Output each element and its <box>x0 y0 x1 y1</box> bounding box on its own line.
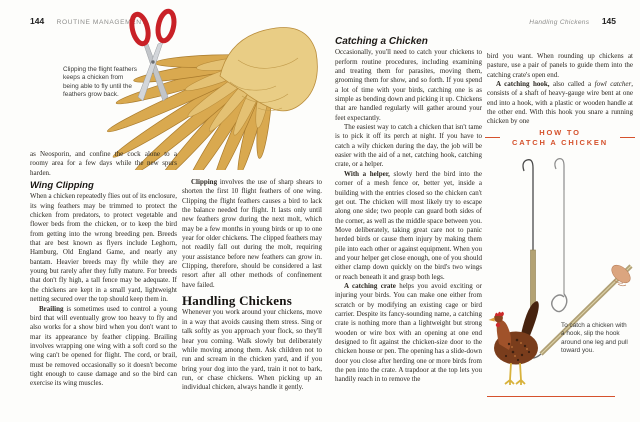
howto-heading <box>485 128 635 147</box>
paragraph-text: also called a <box>549 80 595 89</box>
howto-line2: CATCH A CHICKEN <box>512 137 608 147</box>
howto-sidebar <box>485 128 635 404</box>
page-number: 144 <box>30 16 45 26</box>
paragraph <box>335 170 482 282</box>
heading-dash <box>620 137 635 138</box>
paragraph-lead: With a helper, <box>344 169 390 178</box>
text-column <box>335 34 482 385</box>
text-column <box>182 178 322 393</box>
section-heading: Catching a Chicken <box>335 36 428 47</box>
heading-dash <box>485 137 500 138</box>
figure-caption: To catch a chicken with a hook, slip the hook around one leg and pull toward you. <box>561 322 628 354</box>
page-145 <box>322 0 640 422</box>
paragraph: bird you want. When rounding up chickens at pasture, use a pair of panels to guide them into the catching crate's open end. <box>487 52 633 79</box>
running-head: Handling Chickens <box>529 19 590 26</box>
page-header-right <box>529 16 616 26</box>
paragraph: Whenever you work around your chickens, move in a way that avoids causing them stress. Sing or talk softly as you approach your flock, so they'll hear you coming. Walk slowly but deliberately while moving among them. Ask children not to run and scream in the chicken yard, and if you bring your dog into the yard, train it not to bark, run, or chase chickens. When picking up an individual chicken, always handle it gently. <box>182 308 322 392</box>
running-head: ROUTINE MANAGEMENT <box>56 19 147 26</box>
paragraph-text: involves the use of sharp shears to shorten the first 10 flight feathers of one wing. Clipping the flight feathers causes a bird to lack the balance needed for flight. It lasts only until new feathers grow during the next molt, which may be a few months in young birds or up to one year for older chickens. The clipped feathers may not readily fall out during the molt, requiring your assistance before new feathers can grow in. Clipping, therefore, should be considered a last resort after all other methods of confinement have failed. <box>182 178 322 289</box>
paragraph-lead: A catching crate <box>344 281 396 290</box>
text-column <box>487 52 633 127</box>
paragraph <box>30 305 177 389</box>
wire-hook-with-loop <box>552 159 567 312</box>
paragraph-text: , consists of a shaft of heavy-gauge wire bent at one end into a hook, with a plastic or wooden handle at the other end. With this hook you snare a running chicken by one <box>487 80 633 126</box>
figure-caption: Clipping the flight feathers keeps a chicken from being able to fly until the feathers grow back. <box>63 66 137 98</box>
paragraph-italic: fowl catcher <box>594 80 632 89</box>
paragraph-lead: Clipping <box>191 178 218 186</box>
paragraph <box>487 80 633 127</box>
catching-hook-with-handle <box>523 160 536 314</box>
paragraph-lead: A catching hook, <box>496 80 550 89</box>
howto-line1: HOW TO <box>539 128 581 137</box>
paragraph: as Neosporin, and confine the cock alone to a roomy area for a few days while the new spurs harden. <box>30 150 177 177</box>
page-number: 145 <box>601 16 616 26</box>
paragraph <box>335 282 482 385</box>
chapter-heading: Handling Chickens <box>182 293 292 309</box>
paragraph: When a chicken repeatedly flies out of its enclosure, its wing feathers may be trimmed to protect the chicken from predators, to protect vegetable and flower beds from the chicken, or to keep the bird from getting into the wrong breeding pen. Breeds that are best known as flyers include Leghorn, Hamburg, Old England Game, and nearly any bantam. Heavier breeds may fly while they are young but rarely after they fully mature. For breeds that don't fly high, a tall fence may be adequate. If the chickens are kept in a small yard, lightweight netting secured over the top should keep them in. <box>30 192 177 304</box>
section-heading: Wing Clipping <box>30 180 94 192</box>
paragraph <box>182 178 322 290</box>
paragraph-text: slowly herd the bird into the corner of a mesh fence or, better yet, inside a building with the entries closed so the chicken can't get out. The chicken will most likely try to escape along one side; two people can guard both sides of the corner, as well as the middle space between you. Move deliberately, taking great care not to panic herded birds or cause them injury by making them pile into each other or against equipment. When you and your helper get close enough, one of you should either clamp down quickly on the bird's two wings or reach beneath it and grasp both legs. <box>335 169 482 281</box>
chicken-photo <box>489 301 539 385</box>
paragraph: Occasionally, you'll need to catch your chickens to perform routine procedures, including examining and treating them for parasites, moving them, grooming them for show, and so forth. If you spend a lot of time with your birds, catching one is as simple as bending down and picking it up. Chickens that are handled regularly will gather around your feet expectantly. <box>335 48 482 122</box>
text-column <box>30 150 177 389</box>
sidebar-rule <box>487 396 615 397</box>
catching-hook-illustration <box>485 154 635 392</box>
paragraph-text: is sometimes used to control a young bird that will eventually grow too heavy to fly and also works for a show bird when you don't want to mar its appearance by feather clipping. Brailing involves wrapping one wing with a soft cord so the wing can't be opened for flight. The cord, or brail, must be removed occasionally so it doesn't become tight enough to cause damage and so the bird can exercise its wing muscles. <box>30 304 177 388</box>
paragraph: The easiest way to catch a chicken that isn't tame is to pick it off its perch at night. If you have to catch a wily chicken during the day, the job will be easier with the aid of a net, catching hook, catching crate, or a helper. <box>335 123 482 169</box>
paragraph-text: helps you avoid exciting or injuring your birds. You can make one either from scratch or by modifying an existing cage or bird carrier. Despite its fancy-sounding name, a catching crate is nothing more than a lightweight but strong wooden or wire box with an opening at one end designed to fit against the chicken-size door to the chicken house or pen. The opening has a slide-down door you close after herding one or more birds from the pen into the crate. A trapdoor at the top lets you handily reach in to remove the <box>335 281 482 384</box>
paragraph-lead: Brailing <box>39 304 64 313</box>
